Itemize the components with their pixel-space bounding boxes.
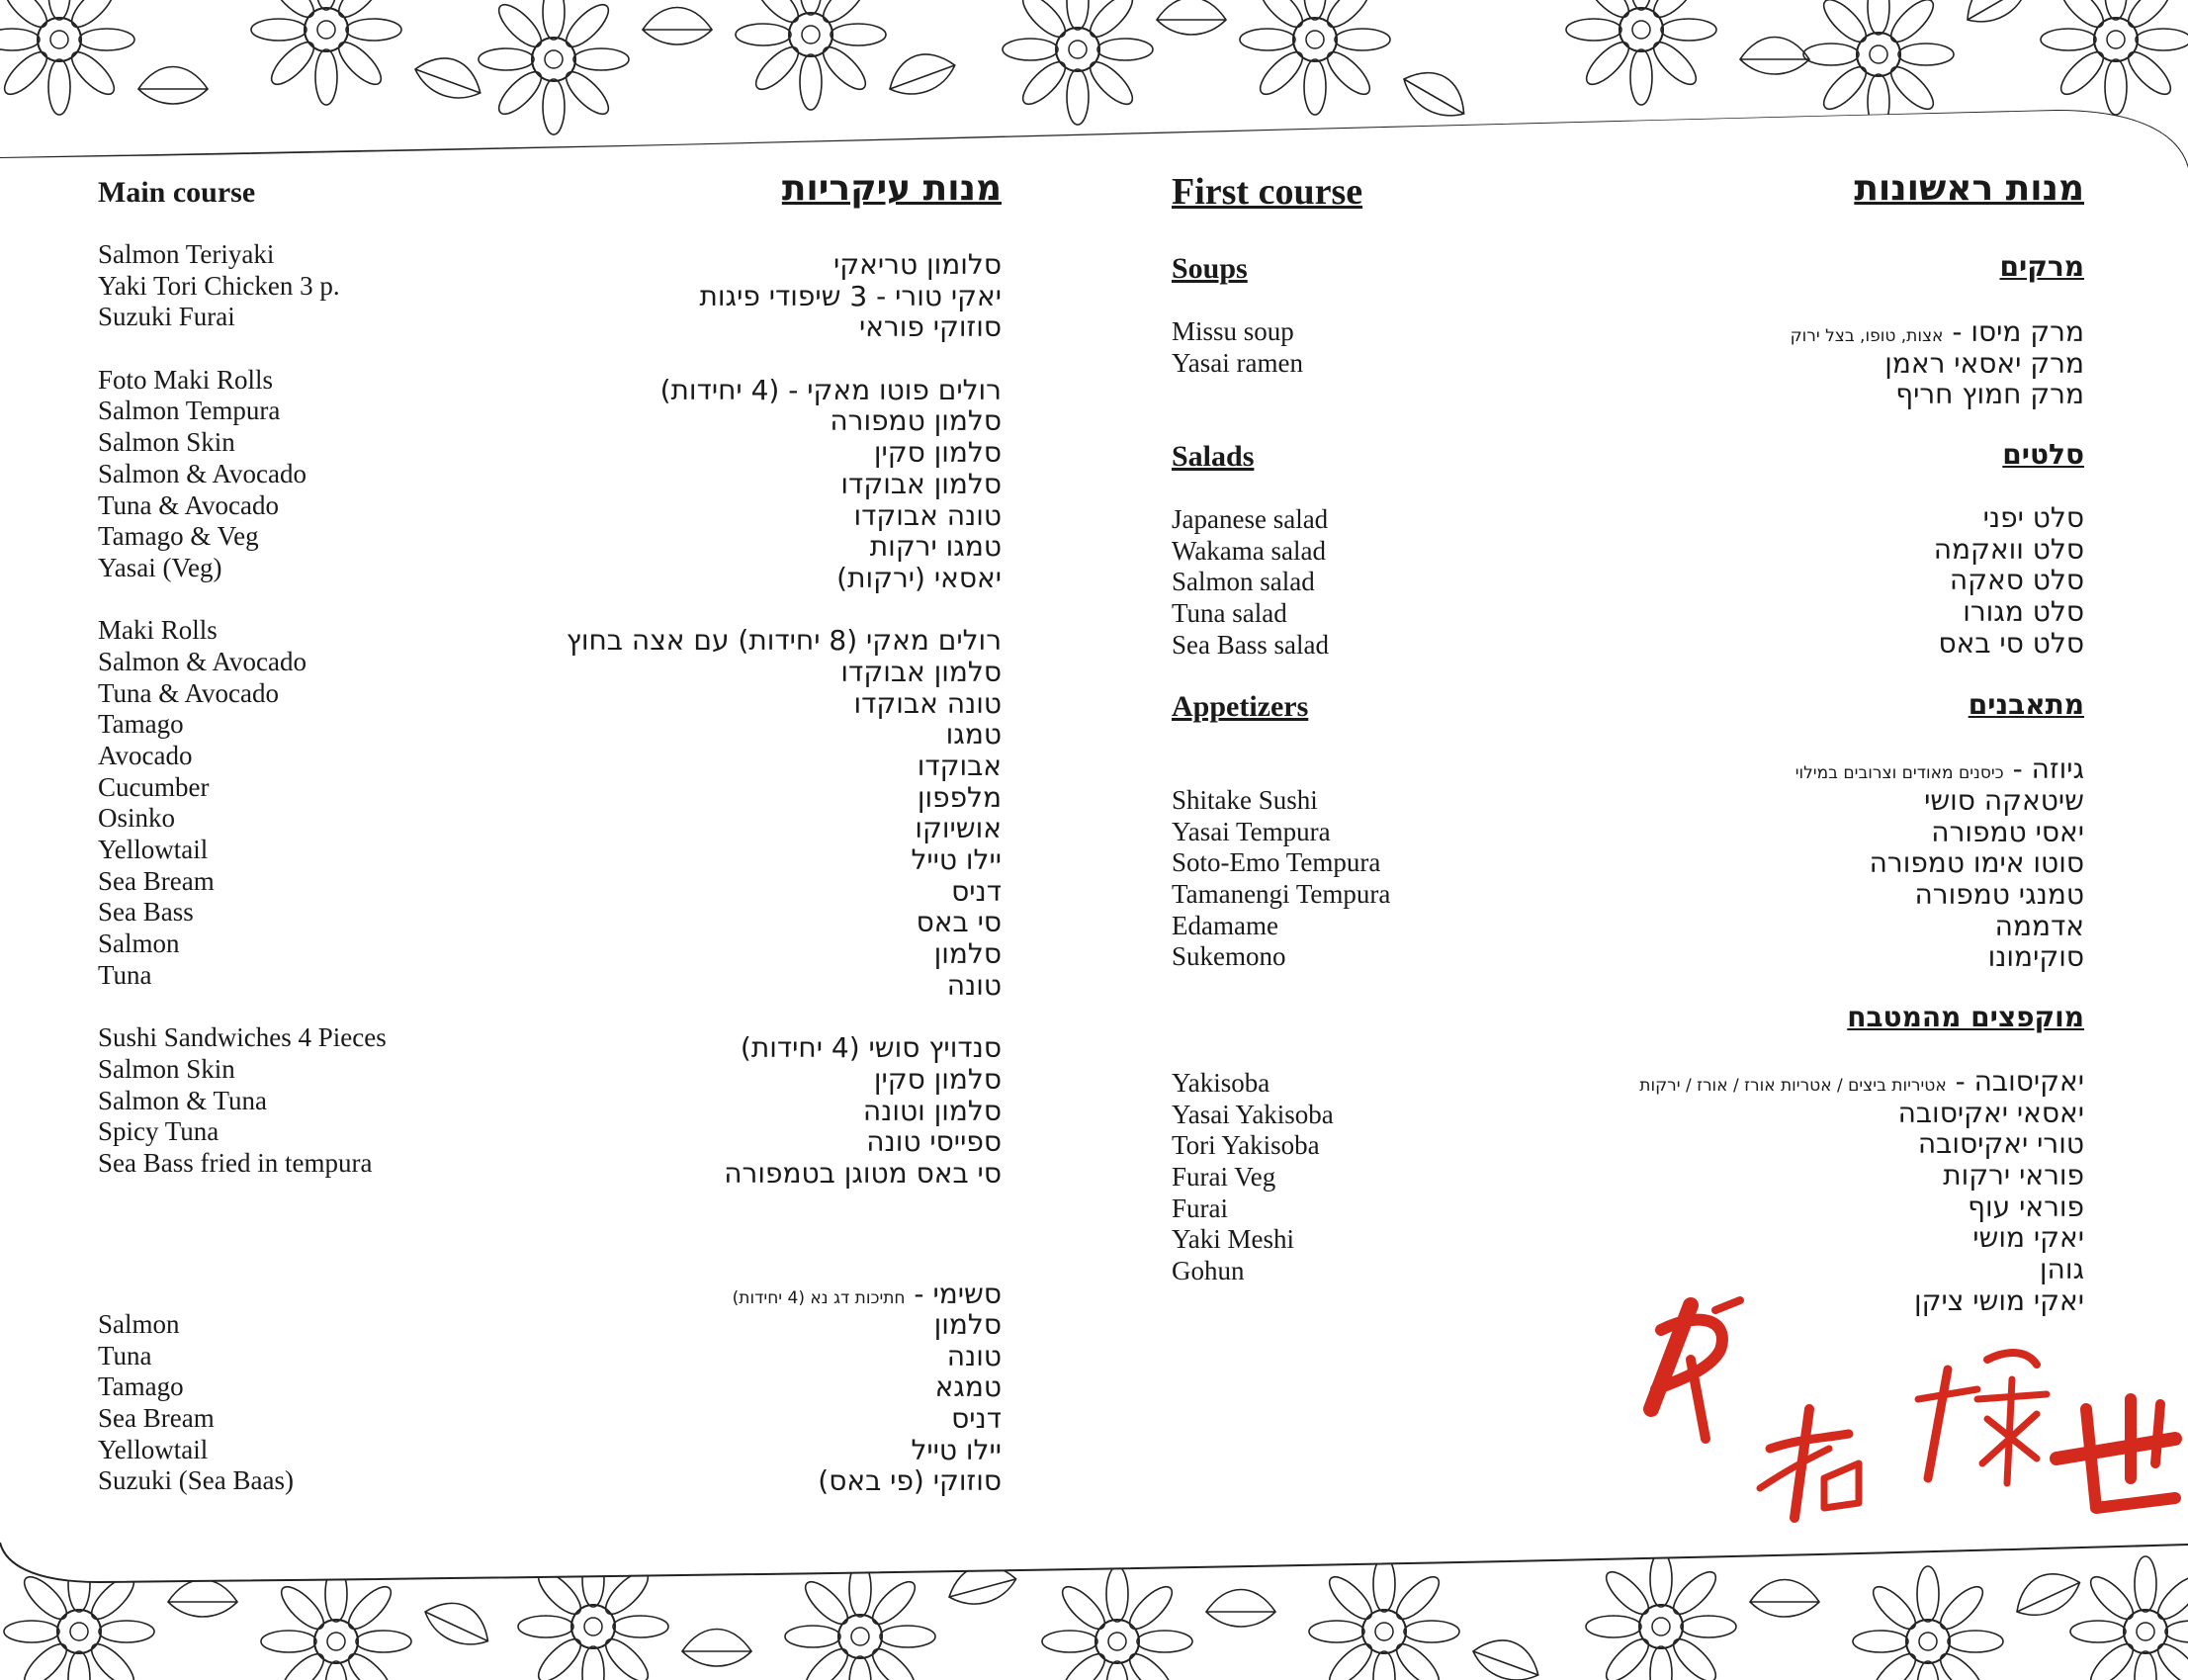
salads-list-en xyxy=(1172,504,1329,661)
kitchen-heading-he: מוקפצים מהמטבח xyxy=(1847,1001,2084,1033)
menu-item-he: אבוקדו xyxy=(917,750,1002,782)
soups-heading-he: מרקים xyxy=(1999,250,2084,283)
menu-item-he: יאסאי יאקיסובה xyxy=(1897,1096,2084,1129)
salads-heading-he: סלטים xyxy=(2002,438,2084,471)
menu-item-he: סלמון xyxy=(933,937,1002,971)
appetizers-heading-he: מתאבנים xyxy=(1968,688,2084,721)
menu-item-en: Salmon & Tuna xyxy=(98,1085,268,1115)
appetizers-first-name: גיוזה xyxy=(2031,752,2084,785)
menu-item-he: סוקימונו xyxy=(1987,940,2084,974)
menu-item-he: יילו טייל xyxy=(911,843,1002,877)
menu-item-he: סנדויץ סושי (4 יחידות) xyxy=(740,1031,1002,1065)
main-course-heading-en: Main course xyxy=(98,176,256,209)
menu-item-en xyxy=(98,992,387,1023)
sashimi-title: סשימי - חתיכות דג נא (4 יחידות) xyxy=(732,1278,1002,1310)
menu-item-en: Tuna & Avocado xyxy=(98,489,280,520)
menu-item-he: טמנגי טמפורה xyxy=(1914,878,2084,912)
menu-item-en: Sushi Sandwiches 4 Pieces xyxy=(98,1022,387,1053)
soups-list-en xyxy=(1172,316,1303,379)
sashimi-note: חתיכות דג נא (4 יחידות) xyxy=(732,1288,906,1308)
menu-item-he: סלט יפני xyxy=(1982,501,2084,534)
menu-item-en: Salmon Teriyaki xyxy=(98,239,275,269)
appetizers-heading-en: Appetizers xyxy=(1172,690,1309,723)
floral-pattern-top xyxy=(0,0,2188,173)
menu-item-en: Salmon Skin xyxy=(98,1053,235,1084)
appetizers-first-note: כיסנים מאודים וצרובים במילוי xyxy=(1794,763,2004,783)
salads-heading-en: Salads xyxy=(1172,440,1255,473)
calligraphy-logo-icon xyxy=(1621,1290,2185,1547)
menu-item-he: דניס xyxy=(951,1402,1002,1436)
menu-item-en: Yaki Meshi xyxy=(1172,1224,1295,1255)
sashimi-title-he: סשימי xyxy=(932,1278,1002,1310)
menu-item-en: Tuna salad xyxy=(1172,598,1287,629)
soups-heading-en: Soups xyxy=(1172,252,1248,285)
first-course-heading-he: מנות ראשונות xyxy=(1854,168,2084,209)
menu-item-en: Tuna & Avocado xyxy=(98,677,280,708)
appetizers-list-he xyxy=(1870,785,2084,973)
menu-item-he: טורי יאקיסובה xyxy=(1917,1127,2084,1161)
menu-item-he: סלמון אבוקדו xyxy=(840,655,1002,688)
menu-item-en: Sea Bass xyxy=(98,897,194,928)
soups-first-name: מרק מיסו xyxy=(1970,315,2084,348)
menu-item-he: דניס xyxy=(951,874,1002,908)
menu-item-he: מלפפון xyxy=(917,780,1002,814)
appetizers-list-en xyxy=(1172,785,1390,973)
menu-item-he: גוהן xyxy=(2039,1253,2084,1286)
menu-item-en: Missu soup xyxy=(1172,316,1294,346)
menu-item-en: Shitake Sushi xyxy=(1172,785,1318,815)
menu-item-en: Japanese salad xyxy=(1172,504,1329,534)
soups-list-he xyxy=(1884,348,2084,410)
menu-item-he: סלמון טמפורה xyxy=(830,404,1002,438)
menu-item-he xyxy=(567,1002,1002,1033)
menu-item-en: Tamago xyxy=(98,709,184,740)
menu-item-en: Yakisoba xyxy=(1172,1068,1270,1098)
menu-item-he xyxy=(567,594,1002,626)
main-course-list-en xyxy=(98,239,387,1180)
soups-first-he: מרק מיסו - אצות, טופו, בצל ירוק xyxy=(1790,315,2084,348)
menu-item-en: Tuna xyxy=(98,1340,152,1371)
menu-item-en: Avocado xyxy=(98,741,193,770)
menu-item-he: טמגו ירקות xyxy=(869,530,1002,564)
sashimi-list-he xyxy=(818,1309,1002,1497)
kitchen-first-note: אטיריות ביצים / אטריות אורז / אורז / ירקות xyxy=(1639,1076,1947,1096)
menu-item-en: Tamago xyxy=(98,1371,184,1402)
menu-item-he xyxy=(567,343,1002,375)
first-course-heading-en: First course xyxy=(1172,171,1363,213)
menu-item-he: פוראי עוף xyxy=(1968,1190,2084,1223)
menu-item-he: יאסי טמפורה xyxy=(1931,815,2084,848)
menu-item-en: Salmon Tempura xyxy=(98,396,281,426)
menu-item-en xyxy=(98,333,387,365)
menu-item-en: Salmon & Avocado xyxy=(98,458,306,488)
menu-item-en: Salmon & Avocado xyxy=(98,646,306,676)
menu-item-en: Osinko xyxy=(98,803,176,834)
menu-item-en xyxy=(98,584,387,616)
menu-item-he: טונה xyxy=(946,968,1002,1002)
menu-item-he: מרק חמוץ חריף xyxy=(1895,378,2084,411)
menu-item-he: סלמון אבוקדו xyxy=(840,467,1002,500)
menu-item-he: סלט סאקה xyxy=(1949,564,2084,597)
menu-item-he: סוזוקי (פי באס) xyxy=(818,1464,1002,1498)
menu-item-en: Yaki Tori Chicken 3 p. xyxy=(98,270,340,301)
menu-item-en: Edamame xyxy=(1172,910,1278,940)
menu-item-he: סלט מגורו xyxy=(1963,595,2084,629)
menu-item-en: Suzuki (Sea Baas) xyxy=(98,1465,294,1496)
menu-item-he: יאקי טורי - 3 שיפודי פיגות xyxy=(699,279,1002,312)
menu-item-he: סוטו אימו טמפורה xyxy=(1869,846,2084,880)
menu-item-he: מרק יאסאי ראמן xyxy=(1884,346,2084,380)
floral-pattern-icon xyxy=(0,0,2188,173)
menu-item-he: טונה אבוקדו xyxy=(853,686,1002,720)
menu-item-en: Soto-Emo Tempura xyxy=(1172,847,1381,878)
menu-item-en: Foto Maki Rolls xyxy=(98,364,274,395)
menu-item-en: Salmon xyxy=(98,1309,180,1339)
menu-item-he: ספייסי טונה xyxy=(866,1125,1002,1159)
menu-item-he: שיטאקה סושי xyxy=(1924,784,2084,817)
menu-item-he: סלמון סקין xyxy=(873,436,1002,470)
kitchen-list-he xyxy=(1898,1098,2084,1317)
menu-item-he: אדממה xyxy=(1994,909,2084,942)
main-course-heading-he: מנות עיקריות xyxy=(781,168,1002,209)
menu-item-he: יאסאי (ירקות) xyxy=(836,561,1002,594)
menu-item-he: רולים מאקי (8 יחידות) עם אצה בחוץ xyxy=(566,624,1002,658)
menu-item-he: סלמון וטונה xyxy=(862,1094,1002,1127)
menu-item-he: סלומון טריאקי xyxy=(833,248,1002,281)
menu-item-he: סלט וואקמה xyxy=(1933,532,2084,566)
menu-item-en: Sea Bream xyxy=(98,865,215,896)
salads-list-he xyxy=(1934,502,2084,659)
menu-item-he: סי באס xyxy=(916,906,1002,939)
menu-item-he: טונה xyxy=(946,1339,1002,1372)
menu-item-en: Tamago & Veg xyxy=(98,521,259,552)
menu-item-he: סי באס מטוגן בטמפורה xyxy=(724,1156,1002,1190)
menu-item-he: טמגו xyxy=(945,718,1002,752)
menu-item-he: טונה אבוקדו xyxy=(853,498,1002,532)
menu-item-en: Sea Bream xyxy=(98,1403,215,1434)
menu-item-he: יאקי מושי xyxy=(1972,1221,2084,1255)
menu-item-en: Furai xyxy=(1172,1193,1228,1223)
menu-item-en: Gohun xyxy=(1172,1256,1245,1286)
menu-item-en: Tuna xyxy=(98,959,152,990)
menu-item-en: Yasai Tempura xyxy=(1172,816,1331,846)
soups-first-note: אצות, טופו, בצל ירוק xyxy=(1790,326,1944,346)
menu-item-he: סלט סי באס xyxy=(1938,626,2084,660)
menu-item-en: Yasai ramen xyxy=(1172,347,1303,378)
kitchen-first-name: יאקיסובה xyxy=(1973,1065,2084,1098)
menu-item-en: Yasai (Veg) xyxy=(98,552,222,582)
menu-item-en: Salmon salad xyxy=(1172,567,1315,597)
menu-item-en: Sea Bass salad xyxy=(1172,629,1329,660)
menu-item-en: Tori Yakisoba xyxy=(1172,1130,1320,1161)
kitchen-first-he: יאקיסובה - אטיריות ביצים / אטריות אורז / אורז / ירקות xyxy=(1639,1065,2084,1098)
menu-item-en: Yellowtail xyxy=(98,835,209,865)
menu-item-he: אושיוקו xyxy=(915,812,1002,845)
main-course-list-he xyxy=(567,249,1002,1190)
menu-item-en: Suzuki Furai xyxy=(98,302,235,332)
menu-item-he: רולים פוטו מאקי - (4 יחידות) xyxy=(659,373,1002,406)
menu-item-he: סלמון סקין xyxy=(873,1062,1002,1096)
menu-item-en: Wakama salad xyxy=(1172,535,1327,566)
menu-item-en: Salmon xyxy=(98,928,180,959)
menu-item-he: יילו טייל xyxy=(911,1433,1002,1466)
menu-item-he: סוזוקי פוראי xyxy=(858,310,1002,344)
menu-item-en: Furai Veg xyxy=(1172,1162,1276,1193)
menu-item-en: Cucumber xyxy=(98,771,210,802)
menu-item-he: טמגא xyxy=(934,1371,1002,1404)
menu-item-en: Spicy Tuna xyxy=(98,1116,219,1147)
menu-item-en: Salmon Skin xyxy=(98,427,235,458)
menu-item-en: Sea Bass fried in tempura xyxy=(98,1147,373,1178)
menu-item-en: Yellowtail xyxy=(98,1434,209,1464)
menu-item-he: יאקי מושי ציקן xyxy=(1913,1283,2084,1317)
kitchen-list-en xyxy=(1172,1068,1334,1287)
menu-item-en: Yasai Yakisoba xyxy=(1172,1099,1334,1129)
menu-item-en: Maki Rolls xyxy=(98,615,218,646)
menu-item-en: Sukemono xyxy=(1172,941,1286,972)
sashimi-list-en xyxy=(98,1309,294,1497)
menu-item-en: Tamanengi Tempura xyxy=(1172,879,1391,910)
menu-item-he: סלמון xyxy=(933,1308,1002,1341)
menu-item-he: פוראי ירקות xyxy=(1943,1159,2084,1193)
appetizers-first-he: גיוזה - כיסנים מאודים וצרובים במילוי xyxy=(1794,752,2084,785)
